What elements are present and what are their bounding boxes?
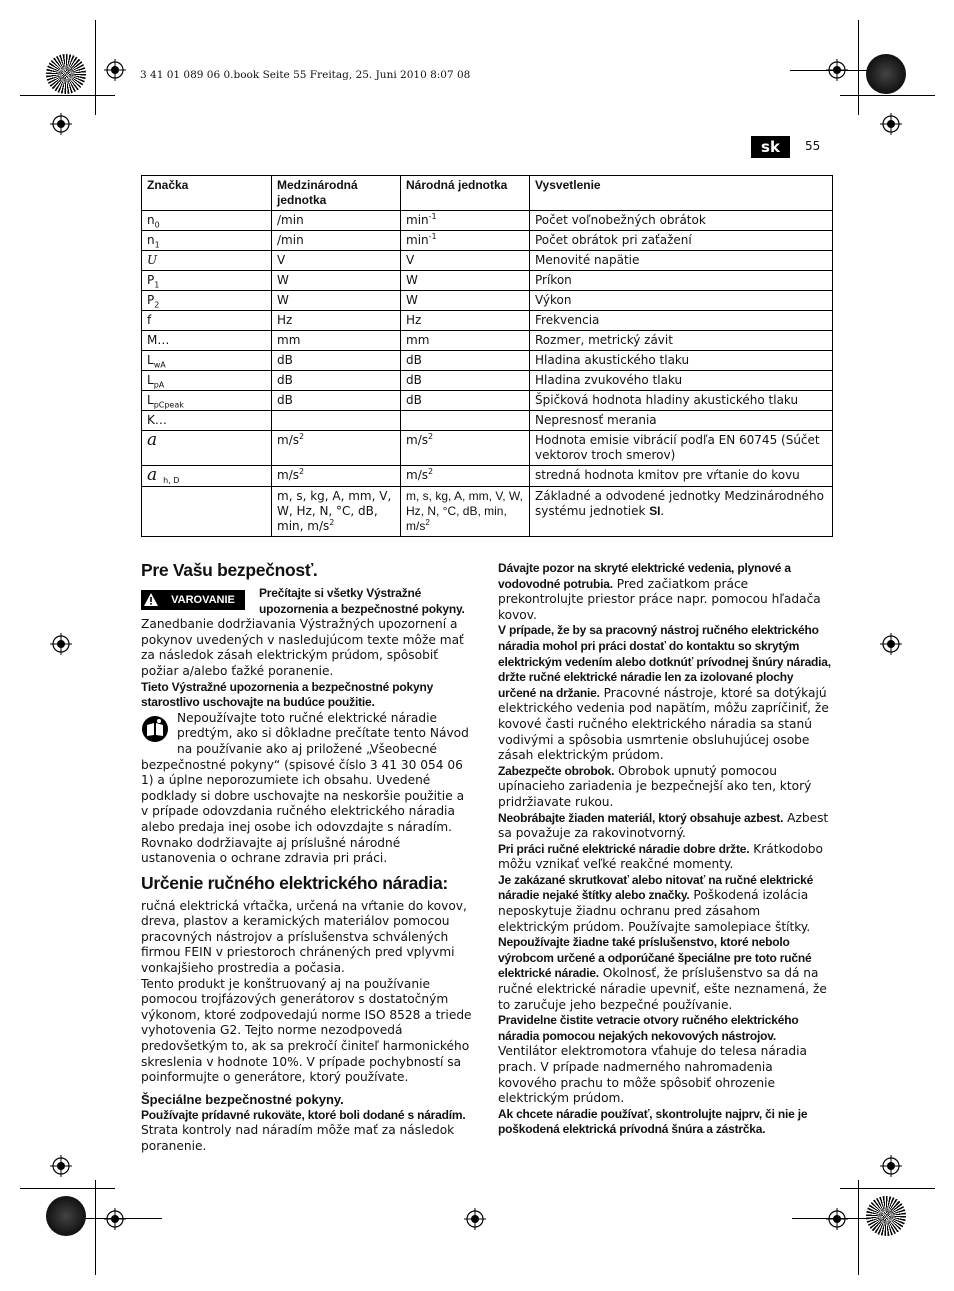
description-text: Počet obrátok pri zaťažení	[535, 233, 692, 247]
table-row	[142, 371, 833, 391]
unit-superscript: 2	[427, 432, 434, 441]
symbol-subscript: 0	[154, 220, 160, 230]
national-unit-cell	[401, 371, 530, 391]
symbol-text: a	[147, 465, 158, 485]
unit-text: W	[277, 273, 289, 287]
national-unit-cell	[401, 411, 530, 431]
handles-paragraph	[141, 1108, 475, 1155]
national-unit-cell	[401, 231, 530, 251]
table-row	[142, 411, 833, 431]
table-row	[142, 231, 833, 251]
national-unit-cell	[401, 211, 530, 231]
table-row	[142, 431, 833, 466]
generator-text: Tento produkt je konštruovaný aj na používanie pomocou trojfázových generátorov s dostatočným výkonom, ktoré zodpovedajú norme ISO 8528 a triede vyhotovenia G2. Tejto norme nezodpovedá predovšetkým to, ak sa prekročí činiteľ harmonického skreslenia v hodnote 10%. V prípade pochybností sa poinformujte o generátore, ktorý používate.	[141, 976, 472, 1085]
description-cell	[530, 391, 833, 411]
symbol-text: L	[147, 373, 154, 387]
international-unit-cell	[272, 466, 401, 487]
safety-item	[498, 842, 834, 873]
description-bold: SI	[649, 504, 661, 518]
safety-item	[498, 1107, 834, 1138]
safety-item	[498, 935, 834, 1013]
description-text: Príkon	[535, 273, 572, 287]
color-bar-icon	[866, 1196, 906, 1236]
symbol-cell	[142, 371, 272, 391]
international-unit-cell	[272, 487, 401, 537]
national-unit-cell	[401, 271, 530, 291]
international-unit-cell	[272, 211, 401, 231]
table-row	[142, 466, 833, 487]
table-header-cell: Značka	[142, 176, 272, 211]
unit-superscript: 2	[427, 467, 434, 476]
symbol-cell	[142, 411, 272, 431]
table-row	[142, 311, 833, 331]
description-text: Špičková hodnota hladiny akustického tlaku	[535, 393, 799, 407]
symbol-text: M…	[147, 333, 170, 347]
unit-text: dB	[277, 373, 293, 387]
symbol-cell	[142, 231, 272, 251]
purpose-text: ručná elektrická vŕtačka, určená na vŕtanie do kovov, dreva, plastov a keramických materiálov pomocou pracovných nástrojov a príslušenstva schválených firmou FEIN v priestoroch chránených pred vplyvmi vonkajšieho prostredia a počasia.	[141, 898, 467, 976]
unit-superscript: 2	[298, 432, 305, 441]
symbol-text: n	[147, 233, 155, 247]
international-unit-cell	[272, 331, 401, 351]
description-cell	[530, 291, 833, 311]
unit-text: dB	[406, 393, 422, 407]
national-rules-text: Rovnako dodržiavajte aj príslušné národné ustanovenia o ochrane zdravia pri práci.	[141, 835, 401, 866]
safety-item-text: Ventilátor elektromotora vťahuje do telesa náradia prach. V prípade nadmerného nahromadenia kovového prachu to môže spôsobiť ohrozenie elektrickým prúdom.	[498, 1044, 807, 1106]
color-bar-icon	[46, 54, 86, 94]
unit-text: mm	[277, 333, 301, 347]
table-row	[142, 211, 833, 231]
description-text: Základné a odvodené jednotky Medzinárodného systému jednotiek	[535, 489, 824, 518]
national-unit-cell	[401, 291, 530, 311]
warning-bold-text: Prečítajte si všetky Výstražné upozornenia a bezpečnostné pokyny.	[259, 586, 465, 616]
safety-item-text: Azbest sa považuje za rakovinotvorný.	[498, 810, 829, 841]
international-unit-cell	[272, 391, 401, 411]
description-text: Frekvencia	[535, 313, 600, 327]
description-text: stredná hodnota kmitov pre vŕtanie do kovu	[535, 468, 800, 482]
handles-bold-text: Používajte prídavné rukoväte, ktoré boli dodané s náradím.	[141, 1107, 466, 1122]
unit-text: V	[406, 253, 415, 267]
warning-badge	[141, 590, 245, 610]
symbol-subscript: 1	[154, 240, 160, 250]
section-title-purpose: Určenie ručného elektrického náradia:	[141, 872, 448, 893]
description-end: .	[660, 504, 665, 518]
symbol-text: P	[147, 293, 155, 307]
international-unit-cell	[272, 231, 401, 251]
table-header-cell: Národná jednotka	[401, 176, 530, 211]
national-unit-cell	[401, 351, 530, 371]
safety-item	[498, 764, 834, 811]
table-row	[142, 291, 833, 311]
international-unit-cell	[272, 271, 401, 291]
table-header-cell: Vysvetlenie	[530, 176, 833, 211]
description-text: Nepresnosť merania	[535, 413, 657, 427]
unit-text: dB	[406, 353, 422, 367]
safety-item	[498, 561, 834, 623]
unit-text: V	[277, 253, 286, 267]
safety-item-text: Pred začiatkom práce prekontrolujte priestor práce napr. pomocou hľadača kovov.	[498, 576, 821, 622]
table-row	[142, 351, 833, 371]
international-unit-cell	[272, 251, 401, 271]
left-column	[141, 560, 475, 1155]
international-unit-cell	[272, 351, 401, 371]
warning-triangle-icon	[143, 592, 159, 607]
registration-mark-icon	[50, 633, 72, 655]
unit-text: W	[277, 293, 289, 307]
international-unit-cell	[272, 431, 401, 466]
unit-text: m/s	[277, 433, 299, 447]
safety-item	[498, 811, 834, 842]
file-info-line: 3 41 01 089 06 0.book Seite 55 Freitag, 25. Juni 2010 8:07 08	[140, 69, 471, 81]
registration-mark-icon	[826, 59, 848, 81]
description-cell	[530, 371, 833, 391]
unit-text: /min	[277, 233, 304, 247]
description-text: Rozmer, metrický závit	[535, 333, 673, 347]
description-cell	[530, 431, 833, 466]
unit-text: min	[406, 213, 429, 227]
safety-item-bold: Nepoužívajte žiadne také príslušenstvo, ktoré nebolo výrobcom určené a odporúčané špeciálne pre toto ručné elektrické náradie.	[498, 935, 812, 981]
right-column	[498, 561, 834, 1138]
unit-text: m/s	[277, 468, 299, 482]
national-unit-cell	[401, 466, 530, 487]
unit-text: m/s	[406, 433, 428, 447]
safety-item	[498, 873, 834, 935]
symbol-cell	[142, 466, 272, 487]
registration-mark-icon	[880, 633, 902, 655]
unit-superscript: 2	[329, 518, 335, 527]
symbol-cell	[142, 271, 272, 291]
table-row	[142, 251, 833, 271]
unit-text: Hz	[277, 313, 293, 327]
unit-superscript: 2	[425, 518, 430, 527]
safety-item-text: Krátkodobo môžu vznikať veľké reakčné momenty.	[498, 841, 823, 872]
symbol-cell	[142, 351, 272, 371]
safety-item-text: Obrobok upnutý pomocou upínacieho zariadenia je bezpečnejší ako ten, ktorý pridržiavate rukou.	[498, 763, 812, 809]
symbol-cell	[142, 391, 272, 411]
table-row	[142, 331, 833, 351]
safety-item-bold: Pri práci ručné elektrické náradie dobre držte.	[498, 841, 750, 856]
safety-item-bold: Pravidelne čistite vetracie otvory ručného elektrického náradia pomocou nejakých nekovových nástrojov.	[498, 1013, 799, 1043]
symbol-cell	[142, 251, 272, 271]
unit-text: W	[406, 273, 418, 287]
national-unit-cell	[401, 251, 530, 271]
description-cell	[530, 271, 833, 291]
registration-mark-icon	[104, 59, 126, 81]
national-unit-cell	[401, 311, 530, 331]
symbol-subscript: wA	[153, 360, 166, 370]
symbols-table	[141, 175, 833, 537]
unit-text: dB	[406, 373, 422, 387]
safety-item	[498, 1013, 834, 1107]
registration-mark-icon	[50, 113, 72, 135]
page-number: 55	[805, 139, 821, 153]
section-title-special: Špeciálne bezpečnostné pokyny.	[141, 1091, 344, 1107]
table-body	[142, 211, 833, 537]
registration-mark-icon	[104, 1208, 126, 1230]
unit-superscript: 2	[298, 467, 305, 476]
warning-block	[141, 586, 475, 680]
safety-item-text: Okolnosť, že príslušenstvo sa dá na ručné elektrické náradie upevniť, ešte neznamená, že to zaručuje jeho bezpečné používanie.	[498, 966, 827, 1012]
unit-text: m, s, kg, A, mm, V, W, Hz, N, °C, dB, min, m/s	[277, 489, 392, 533]
symbol-subscript: 2	[154, 300, 160, 310]
national-unit-cell	[401, 487, 530, 537]
symbol-text: a	[147, 430, 158, 450]
table-header-cell: Medzinárodná jednotka	[272, 176, 401, 211]
unit-text: min	[406, 233, 429, 247]
symbol-cell	[142, 431, 272, 466]
symbol-text: L	[147, 353, 154, 367]
unit-text: mm	[406, 333, 430, 347]
section-title-safety: Pre Vašu bezpečnosť.	[141, 560, 318, 580]
color-bar-icon	[46, 1196, 86, 1236]
symbol-text: n	[147, 213, 155, 227]
symbol-text: U	[147, 253, 158, 267]
unit-text: m/s	[406, 468, 428, 482]
symbol-text: P	[147, 273, 155, 287]
unit-text: m, s, kg, A, mm, V, W, Hz, N, °C, dB, min, m/s	[406, 489, 523, 533]
table-row	[142, 487, 833, 537]
registration-mark-icon	[880, 1155, 902, 1177]
symbol-cell	[142, 211, 272, 231]
book-read-icon	[141, 715, 169, 743]
safety-item-text: Poškodená izolácia neposkytuje žiadnu ochranu pred zásahom elektrickým prúdom. Používajte samolepiace štítky.	[498, 888, 811, 934]
description-text: Hladina akustického tlaku	[535, 353, 690, 367]
symbol-subscript: pA	[153, 380, 165, 390]
description-cell	[530, 466, 833, 487]
language-badge: sk	[751, 136, 790, 158]
description-text: Menovité napätie	[535, 253, 640, 267]
description-cell	[530, 351, 833, 371]
book-notice	[141, 711, 475, 836]
national-unit-cell	[401, 331, 530, 351]
unit-text: Hz	[406, 313, 422, 327]
symbol-subscript: 1	[154, 280, 160, 290]
description-cell	[530, 311, 833, 331]
international-unit-cell	[272, 411, 401, 431]
unit-text: dB	[277, 353, 293, 367]
registration-mark-icon	[880, 113, 902, 135]
description-text: Hladina zvukového tlaku	[535, 373, 683, 387]
international-unit-cell	[272, 291, 401, 311]
registration-mark-icon	[50, 1155, 72, 1177]
color-bar-icon	[866, 54, 906, 94]
safety-item-bold: Dávajte pozor na skryté elektrické vedenia, plynové a vodovodné potrubia.	[498, 561, 791, 591]
symbol-text: L	[147, 393, 154, 407]
description-text: Výkon	[535, 293, 572, 307]
registration-mark-icon	[826, 1208, 848, 1230]
description-cell	[530, 251, 833, 271]
safety-item-bold: Je zakázané skrutkovať alebo nitovať na ručné elektrické náradie nejaké štítky alebo značky.	[498, 872, 814, 903]
symbol-subscript: h, D	[163, 476, 180, 486]
description-cell	[530, 211, 833, 231]
table-header-row	[142, 176, 833, 211]
warning-label: VAROVANIE	[161, 590, 245, 610]
national-unit-cell	[401, 391, 530, 411]
symbol-text: f	[147, 313, 152, 327]
national-unit-cell	[401, 431, 530, 466]
table-row	[142, 391, 833, 411]
symbol-cell	[142, 291, 272, 311]
symbol-text: K…	[147, 413, 167, 427]
unit-superscript: -1	[428, 232, 437, 241]
unit-text: /min	[277, 213, 304, 227]
symbol-cell	[142, 487, 272, 537]
symbol-cell	[142, 311, 272, 331]
description-text: Počet voľnobežných obrátok	[535, 213, 706, 227]
safety-item-bold: Zabezpečte obrobok.	[498, 763, 615, 778]
description-cell	[530, 331, 833, 351]
description-cell	[530, 411, 833, 431]
symbol-subscript: pCpeak	[153, 400, 184, 410]
description-cell	[530, 487, 833, 537]
keep-instructions: Tieto Výstražné upozornenia a bezpečnostné pokyny starostlivo uschovajte na budúce použitie.	[141, 679, 434, 710]
international-unit-cell	[272, 371, 401, 391]
registration-mark-icon	[464, 1208, 486, 1230]
safety-item-bold: V prípade, že by sa pracovný nástroj ručného elektrického náradia mohol pri práci dostať do kontaktu so skrytým elektrickým vedením alebo dotknúť prívodnej šnúry náradia, držte ručné elektrické náradie len za izolované plochy určené na držanie.	[498, 623, 831, 700]
safety-item	[498, 623, 834, 763]
unit-superscript: -1	[428, 212, 437, 221]
symbol-cell	[142, 331, 272, 351]
unit-text: W	[406, 293, 418, 307]
book-notice-text: Nepoužívajte toto ručné elektrické náradie predtým, ako si dôkladne prečítate tento Návod na používanie ako aj priložené „Všeobecné bezpečnostné pokyny“ (spisové číslo 3 41 30 054 06 1) a úplne neporozumiete ich obsahu. Uvedené podklady si dobre uschovajte na neskoršie použitie a v prípade odovzdania ručného elektrického náradia alebo predaja inej osobe ich odovzdajte s náradím.	[141, 710, 469, 834]
safety-item-bold: Ak chcete náradie používať, skontrolujte najprv, či nie je poškodená elektrická prívodná šnúra a zástrčka.	[498, 1106, 808, 1137]
description-cell	[530, 231, 833, 251]
description-text: Hodnota emisie vibrácií podľa EN 60745 (Súčet vektorov troch smerov)	[535, 433, 820, 462]
unit-text: dB	[277, 393, 293, 407]
safety-item-bold: Neobrábajte žiaden materiál, ktorý obsahuje azbest.	[498, 810, 784, 825]
table-row	[142, 271, 833, 291]
warning-text: Zanedbanie dodržiavania Výstražných upozornení a pokynov uvedených v nasledujúcom texte môže mať za následok zásah elektrickým prúdom, spôsobiť požiar a/alebo ťažké poranenie.	[141, 617, 464, 678]
safety-item-text: Pracovné nástroje, ktoré sa dotýkajú elektrického vedenia pod napätím, môžu zapríčiniť, že kovové časti ručného elektrického náradia sa stanú vodivými a spôsobia usmrtenie obsluhujúcej osobe zásah elektrickým prúdom.	[498, 685, 829, 763]
handles-text: Strata kontroly nad náradím môže mať za následok poranenie.	[141, 1123, 455, 1153]
international-unit-cell	[272, 311, 401, 331]
